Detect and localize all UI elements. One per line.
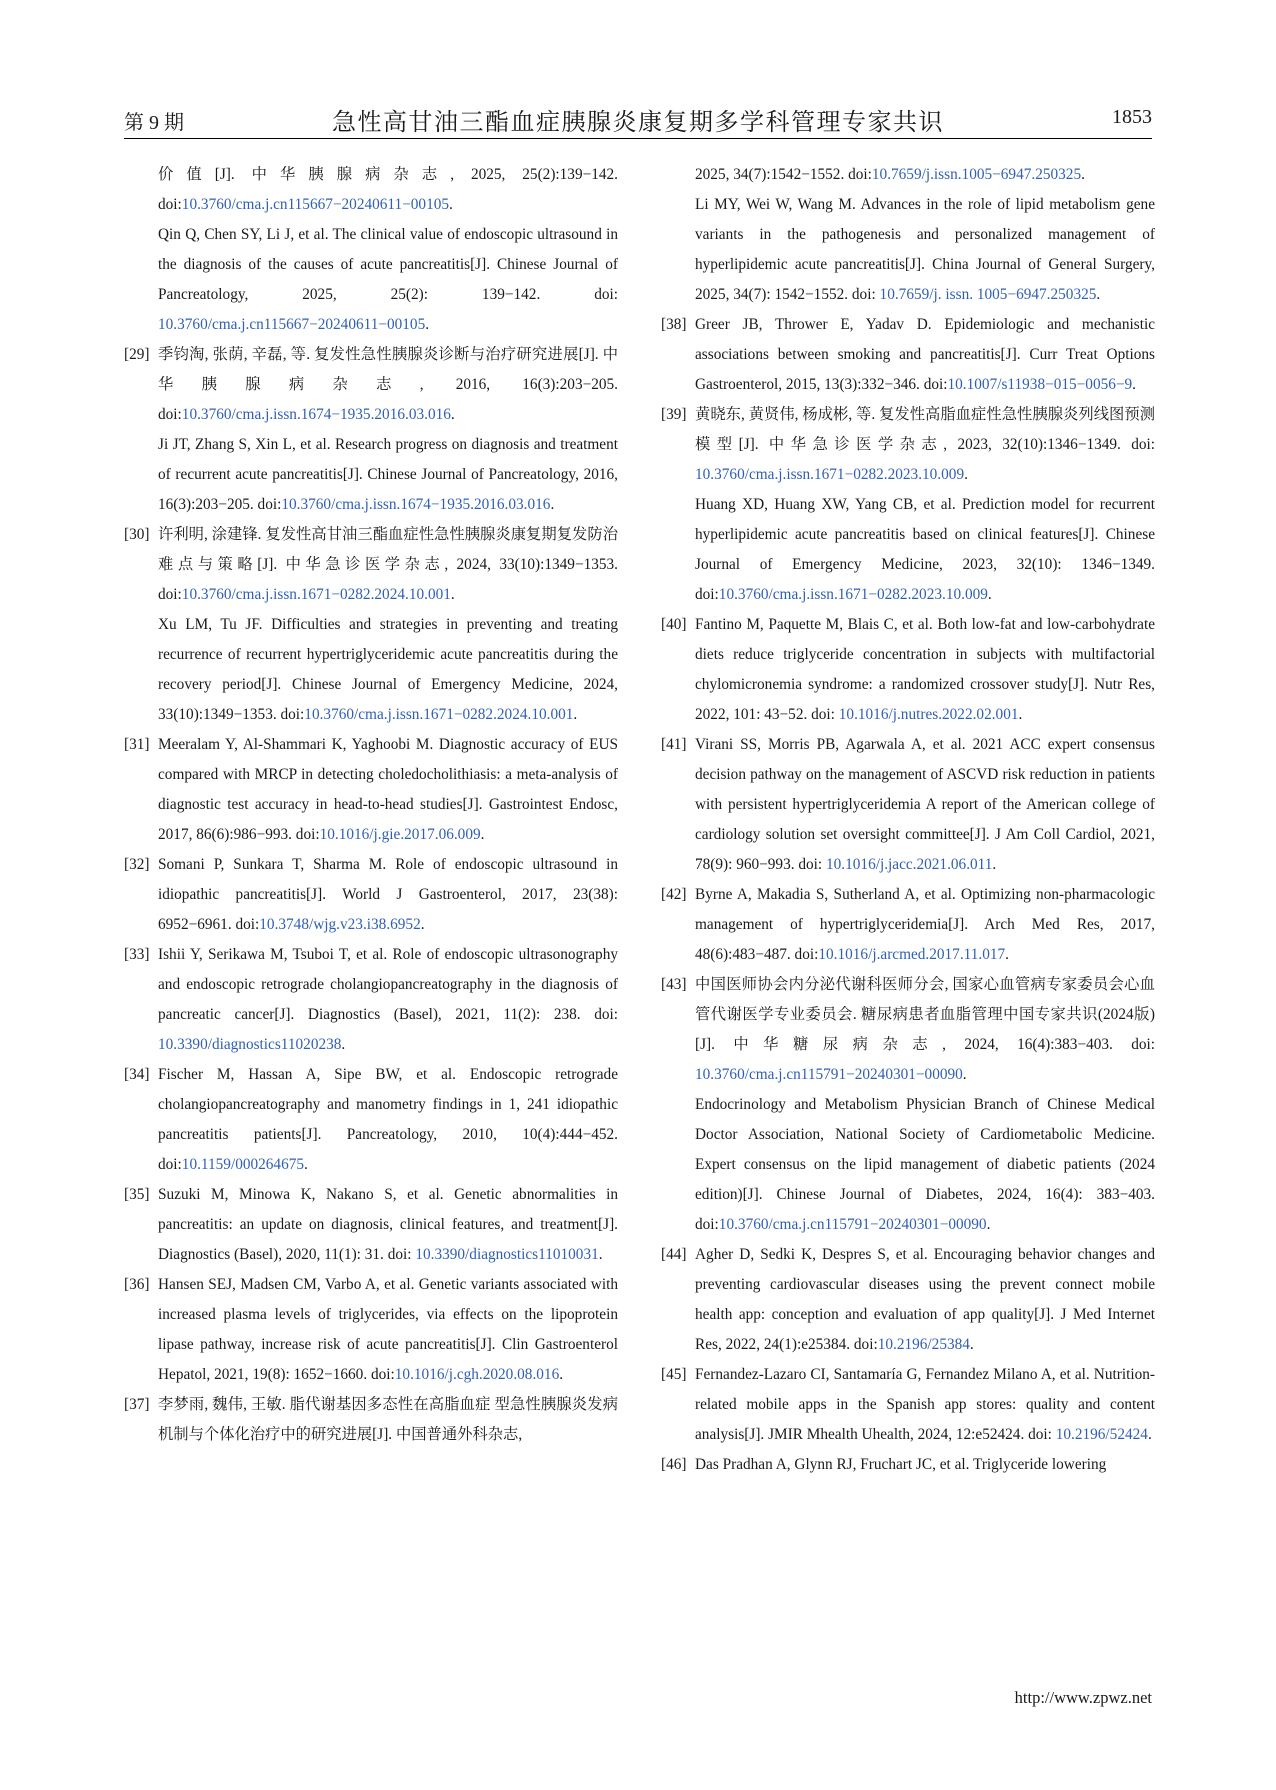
reference-period: . <box>559 1366 564 1383</box>
reference-paragraph <box>695 400 1155 490</box>
reference-period: . <box>550 496 555 513</box>
doi-link[interactable]: 10.3760/cma.j.issn.1671−0282.2023.10.009 <box>718 586 988 603</box>
reference-text: Ishii Y, Serikawa M, Tsuboi T, et al. Role of endoscopic ultrasonography and endoscopic retrograde cholangiopancreatography in the diagnosis of pancreatic cancer[J]. Diagnostics (Basel), 2021, 11(2): 238. doi: <box>158 946 618 1023</box>
reference-text: 黄晓东, 黄贤伟, 杨成彬, 等. 复发性高脂血症性急性胰腺炎列线图预测模型[J]. 中华急诊医学杂志, 2023, 32(10):1346−1349. doi: <box>695 406 1155 453</box>
doi-link[interactable]: 10.3390/diagnostics11020238 <box>158 1036 342 1053</box>
reference-text: Qin Q, Chen SY, Li J, et al. The clinical value of endoscopic ultrasound in the diagnosis of the causes of acute pancreatitis[J]. Chinese Journal of Pancreatology, 2025, 25(2): 139−142. doi: <box>158 226 618 303</box>
reference-number: [39] <box>661 406 687 423</box>
reference-text: Fischer M, Hassan A, Sipe BW, et al. Endoscopic retrograde cholangiopancreatography and manometry findings in 1, 241 idiopathic pancreatitis patients[J]. Pancreatology, 2010, 10(4):444−452. doi: <box>158 1066 618 1173</box>
reference-period: . <box>573 706 578 723</box>
reference-entry <box>124 940 618 1060</box>
doi-link[interactable]: 10.3760/cma.j.issn.1671−0282.2024.10.001 <box>181 586 451 603</box>
reference-text: Huang XD, Huang XW, Yang CB, et al. Prediction model for recurrent hyperlipidemic acute pancreatitis based on clinical features[J]. Chinese Journal of Emergency Medicine, 2023, 32(10): 1346−1349. doi: <box>695 496 1155 603</box>
reference-text: Fantino M, Paquette M, Blais C, et al. Both low-fat and low-carbohydrate diets reduce triglyceride concentration in subjects with multifactorial chylomicronemia syndrome: a randomized crossover study[J]. Nutr Res, 2022, 101: 43−52. doi: <box>695 616 1155 723</box>
reference-period: . <box>1081 166 1085 183</box>
reference-entry <box>661 610 1155 730</box>
reference-number: [29] <box>124 346 150 363</box>
reference-paragraph <box>695 160 1155 190</box>
reference-paragraph <box>695 490 1155 610</box>
reference-number: [37] <box>124 1396 150 1413</box>
doi-link[interactable]: 10.2196/52424 <box>1055 1426 1148 1443</box>
reference-entry <box>661 400 1155 610</box>
reference-period: . <box>420 916 425 933</box>
reference-number: [45] <box>661 1366 687 1383</box>
reference-text: Somani P, Sunkara T, Sharma M. Role of endoscopic ultrasound in idiopathic pancreatitis[J]. World J Gastroenterol, 2017, 23(38): 6952−6961. doi: <box>158 856 618 933</box>
reference-number: [33] <box>124 946 150 963</box>
reference-text: Endocrinology and Metabolism Physician Branch of Chinese Medical Doctor Association, National Society of Cardiometabolic Medicine. Expert consensus on the lipid management of diabetic patients (2024 edition)[J]. Chinese Journal of Diabetes, 2024, 16(4): 383−403. doi: <box>695 1096 1155 1233</box>
reference-paragraph <box>158 520 618 610</box>
reference-paragraph <box>695 1450 1155 1480</box>
reference-entry <box>661 730 1155 880</box>
reference-period: . <box>425 316 430 333</box>
reference-entry <box>124 340 618 520</box>
issue-number: 第 9 期 <box>124 112 184 134</box>
running-header <box>124 106 1152 139</box>
reference-number: [44] <box>661 1246 687 1263</box>
reference-text: Hansen SEJ, Madsen CM, Varbo A, et al. Genetic variants associated with increased plasma levels of triglycerides, via effects on the lipoprotein lipase pathway, increase risk of acute pancreatitis[J]. Clin Gastroenterol Hepatol, 2021, 19(8): 1652−1660. doi: <box>158 1276 618 1383</box>
reference-period: . <box>450 406 455 423</box>
reference-period: . <box>1018 706 1023 723</box>
doi-link[interactable]: 10.3390/diagnostics11010031 <box>415 1246 599 1263</box>
reference-entry <box>661 160 1155 310</box>
reference-paragraph <box>695 1240 1155 1360</box>
reference-entry <box>124 850 618 940</box>
reference-column-left <box>124 160 618 1450</box>
reference-text: Ji JT, Zhang S, Xin L, et al. Research progress on diagnosis and treatment of recurrent acute pancreatitis[J]. Chinese Journal of Pancreatology, 2016, 16(3):203−205. doi: <box>158 436 618 513</box>
reference-text: Xu LM, Tu JF. Difficulties and strategies in preventing and treating recurrence of recurrent hypertriglyceridemic acute pancreatitis during the recovery period[J]. Chinese Journal of Emergency Medicine, 2024, 33(10):1349−1353. doi: <box>158 616 618 723</box>
reference-paragraph <box>695 190 1155 310</box>
doi-link[interactable]: 10.3760/cma.j.issn.1674−1935.2016.03.016 <box>181 406 451 423</box>
doi-link[interactable]: 10.3760/cma.j.cn115791−20240301−00090 <box>718 1216 987 1233</box>
reference-text: Suzuki M, Minowa K, Nakano S, et al. Genetic abnormalities in pancreatitis: an update on diagnosis, clinical features, and treatment[J]. Diagnostics (Basel), 2020, 11(1): 31. doi: <box>158 1186 618 1263</box>
reference-paragraph <box>158 850 618 940</box>
doi-link[interactable]: 10.3748/wjg.v23.i38.6952 <box>259 916 421 933</box>
reference-entry <box>661 310 1155 400</box>
reference-entry <box>661 1360 1155 1450</box>
reference-entry <box>124 730 618 850</box>
reference-period: . <box>450 586 455 603</box>
reference-period: . <box>992 856 997 873</box>
doi-link[interactable]: 10.1016/j.cgh.2020.08.016 <box>394 1366 560 1383</box>
reference-text: 价值[J]. 中华胰腺病杂志, 2025, 25(2):139−142. doi: <box>158 166 618 213</box>
reference-period: . <box>341 1036 346 1053</box>
reference-period: . <box>964 466 968 483</box>
reference-period: . <box>1005 946 1009 963</box>
reference-entry <box>661 1240 1155 1360</box>
doi-link[interactable]: 10.3760/cma.j.issn.1674−1935.2016.03.016 <box>281 496 551 513</box>
reference-entry <box>124 160 618 340</box>
reference-text: Meeralam Y, Al-Shammari K, Yaghoobi M. Diagnostic accuracy of EUS compared with MRCP in detecting choledocholithiasis: a meta-analysis of diagnostic test accuracy in head-to-head studies[J]. Gastrointest Endosc, 2017, 86(6):986−993. doi: <box>158 736 618 843</box>
reference-paragraph <box>158 160 618 220</box>
reference-paragraph <box>695 970 1155 1090</box>
reference-paragraph <box>158 940 618 1060</box>
reference-period: . <box>598 1246 603 1263</box>
reference-text: Byrne A, Makadia S, Sutherland A, et al. Optimizing non-pharmacologic management of hypertriglyceridemia[J]. Arch Med Res, 2017, 48(6):483−487. doi: <box>695 886 1155 963</box>
doi-link[interactable]: 10.1007/s11938−015−0056−9 <box>947 376 1133 393</box>
reference-number: [31] <box>124 736 150 753</box>
reference-period: . <box>1147 1426 1152 1443</box>
doi-link[interactable]: 10.1016/j.arcmed.2017.11.017 <box>818 946 1006 963</box>
reference-number: [30] <box>124 526 150 543</box>
reference-period: . <box>987 586 992 603</box>
page-number: 1853 <box>1112 106 1152 128</box>
doi-link[interactable]: 10.1016/j.jacc.2021.06.011 <box>826 856 993 873</box>
doi-link[interactable]: 10.7659/j. issn. 1005−6947.250325 <box>879 286 1097 303</box>
reference-text: Greer JB, Thrower E, Yadav D. Epidemiologic and mechanistic associations between smoking and pancreatitis[J]. Curr Treat Options Gastroenterol, 2015, 13(3):332−346. doi: <box>695 316 1155 393</box>
reference-number: [38] <box>661 316 687 333</box>
reference-number: [41] <box>661 736 687 753</box>
reference-paragraph <box>158 1060 618 1180</box>
reference-paragraph <box>695 1360 1155 1450</box>
reference-text: 中国医师协会内分泌代谢科医师分会, 国家心血管病专家委员会心血管代谢医学专业委员会. 糖尿病患者血脂管理中国专家共识(2024版)[J]. 中华糖尿病杂志, 2024, 16(4):383−403. doi: <box>695 976 1155 1053</box>
reference-column-right <box>661 160 1155 1480</box>
reference-period: . <box>449 196 453 213</box>
doi-link[interactable]: 10.1016/j.gie.2017.06.009 <box>319 826 481 843</box>
reference-entry <box>124 520 618 730</box>
reference-period: . <box>480 826 485 843</box>
reference-text: Virani SS, Morris PB, Agarwala A, et al. 2021 ACC expert consensus decision pathway on the management of ASCVD risk reduction in patients with persistent hypertriglyceridemia A report of the American college of cardiology solution set oversight committee[J]. J Am Coll Cardiol, 2021, 78(9): 960−993. doi: <box>695 736 1155 873</box>
doi-link[interactable]: 10.1016/j.nutres.2022.02.001 <box>838 706 1019 723</box>
reference-text: 许利明, 涂建锋. 复发性高甘油三酯血症性急性胰腺炎康复期复发防治难点与策略[J]. 中华急诊医学杂志, 2024, 33(10):1349−1353. doi: <box>158 526 618 603</box>
reference-number: [43] <box>661 976 687 993</box>
doi-link[interactable]: 10.7659/j.issn.1005−6947.250325 <box>871 166 1082 183</box>
reference-period: . <box>1096 286 1101 303</box>
doi-link[interactable]: 10.3760/cma.j.issn.1671−0282.2023.10.009 <box>695 466 965 483</box>
reference-paragraph <box>158 610 618 730</box>
reference-text: 季钧淘, 张荫, 辛磊, 等. 复发性急性胰腺炎诊断与治疗研究进展[J]. 中华胰腺病杂志, 2016, 16(3):203−205. doi: <box>158 346 618 423</box>
reference-entry <box>661 880 1155 970</box>
reference-period: . <box>986 1216 991 1233</box>
reference-paragraph <box>695 1090 1155 1240</box>
reference-paragraph <box>695 610 1155 730</box>
reference-paragraph <box>158 730 618 850</box>
doi-link[interactable]: 10.2196/25384 <box>877 1336 970 1353</box>
doi-link[interactable]: 10.3760/cma.j.cn115667−20240611−00105 <box>158 316 426 333</box>
reference-text: Agher D, Sedki K, Despres S, et al. Encouraging behavior changes and preventing cardiovascular diseases using the prevent connect mobile health app: conception and evaluation of app quality[J]. J Med Internet Res, 2022, 24(1):e25384. doi: <box>695 1246 1155 1353</box>
doi-link[interactable]: 10.3760/cma.j.issn.1671−0282.2024.10.001 <box>304 706 574 723</box>
reference-number: [34] <box>124 1066 150 1083</box>
reference-number: [42] <box>661 886 687 903</box>
reference-text: 2025, 34(7):1542−1552. doi: <box>695 166 872 183</box>
reference-entry <box>124 1270 618 1390</box>
doi-link[interactable]: 10.1159/000264675 <box>181 1156 305 1173</box>
reference-paragraph <box>695 310 1155 400</box>
reference-number: [35] <box>124 1186 150 1203</box>
reference-entry <box>124 1180 618 1270</box>
reference-paragraph <box>695 730 1155 880</box>
reference-paragraph <box>158 1270 618 1390</box>
reference-paragraph <box>695 880 1155 970</box>
reference-number: [36] <box>124 1276 150 1293</box>
reference-entry <box>661 1450 1155 1480</box>
reference-text: Das Pradhan A, Glynn RJ, Fruchart JC, et al. Triglyceride lowering <box>695 1456 1107 1473</box>
reference-period: . <box>969 1336 974 1353</box>
running-title: 急性高甘油三酯血症胰腺炎康复期多学科管理专家共识 <box>332 110 944 136</box>
doi-link[interactable]: 10.3760/cma.j.cn115791−20240301−00090 <box>695 1066 963 1083</box>
reference-text: 李梦雨, 魏伟, 王敏. 脂代谢基因多态性在高脂血症 型急性胰腺炎发病机制与个体化治疗中的研究进展[J]. 中国普通外科杂志, <box>158 1396 618 1443</box>
reference-text: Li MY, Wei W, Wang M. Advances in the role of lipid metabolism gene variants in the pathogenesis and personalized management of hyperlipidemic acute pancreatitis[J]. China Journal of General Surgery, 2025, 34(7): 1542−1552. doi: <box>695 196 1155 303</box>
reference-paragraph <box>158 1390 618 1450</box>
reference-number: [46] <box>661 1456 687 1473</box>
footer-url[interactable]: http://www.zpwz.net <box>1014 1688 1152 1707</box>
reference-number: [40] <box>661 616 687 633</box>
reference-period: . <box>962 1066 967 1083</box>
doi-link[interactable]: 10.3760/cma.j.cn115667−20240611−00105 <box>181 196 450 213</box>
reference-text: Fernandez-Lazaro CI, Santamaría G, Fernandez Milano A, et al. Nutrition-related mobile apps in the Spanish app stores: quality and content analysis[J]. JMIR Mhealth Uhealth, 2024, 12:e52424. doi: <box>695 1366 1155 1443</box>
reference-number: [32] <box>124 856 150 873</box>
reference-paragraph <box>158 430 618 520</box>
reference-entry <box>661 970 1155 1240</box>
reference-paragraph <box>158 220 618 340</box>
reference-period: . <box>304 1156 308 1173</box>
reference-period: . <box>1132 376 1136 393</box>
reference-paragraph <box>158 340 618 430</box>
reference-paragraph <box>158 1180 618 1270</box>
reference-entry <box>124 1060 618 1180</box>
reference-entry <box>124 1390 618 1450</box>
